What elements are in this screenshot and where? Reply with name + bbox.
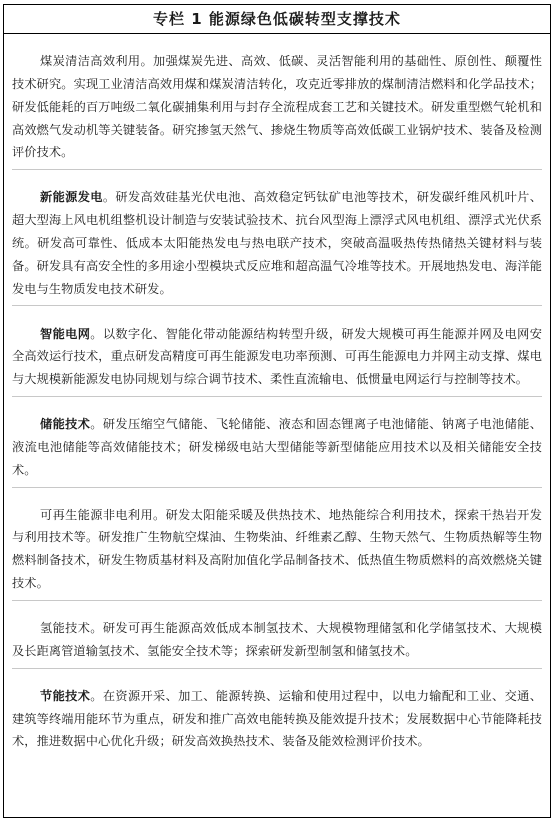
section-smart-grid	[12, 319, 542, 397]
section-hydrogen	[12, 613, 542, 669]
section-body: 。研发高效硅基光伏电池、高效稳定钙钛矿电池等技术，研发碳纤维风机叶片、超大型海上风电机组整机设计制造与安装试验技术、抗台风型海上漂浮式风电机组、漂浮式光伏系统。研发高可靠性、低成本太阳能热发电与热电联产技术，突破高温吸热传热储热关键材料与装备。研发具有高安全性的多用途小型模块式反应堆和超高温气冷堆等技术。开展地热发电、海洋能发电与生物质发电技术研发。	[12, 190, 543, 296]
section-heading: 节能技术	[40, 688, 91, 703]
section-heading: 智能电网	[40, 326, 91, 341]
section-new-energy-power	[12, 182, 542, 306]
section-energy-storage	[12, 409, 542, 487]
section-coal	[12, 46, 542, 170]
section-body: 。以数字化、智能化带动能源结构转型升级，研发大规模可再生能源并网及电网安全高效运行技术，重点研发高精度可再生能源发电功率预测、可再生能源电力并网主动支撑、煤电与大规模新能源发电协同规划与综合调节技术、柔性直流输电、低惯量电网运行与控制等技术。	[12, 326, 542, 387]
section-heading: 新能源发电	[40, 190, 103, 205]
section-energy-saving	[12, 681, 542, 758]
section-renewable-non-electric	[12, 500, 542, 601]
section-heading: 煤炭清洁高效利用	[40, 54, 141, 69]
column-title: 专栏 1 能源绿色低碳转型支撑技术	[4, 5, 550, 34]
section-heading: 可再生能源非电利用	[40, 507, 154, 522]
section-heading: 氢能技术	[40, 621, 91, 636]
section-body: 。加强煤炭先进、高效、低碳、灵活智能利用的基础性、原创性、颠覆性技术研究。实现工业清洁高效用煤和煤炭清洁转化，攻克近零排放的煤制清洁燃料和化学品技术；研发低能耗的百万吨级二氧化碳捕集利用与封存全流程成套工艺和关键技术。研发重型燃气轮机和高效燃气发动机等关键装备。研究掺氢天然气、掺烧生物质等高效低碳工业锅炉技术、装备及检测评价技术。	[12, 54, 542, 160]
section-body: 。在资源开采、加工、能源转换、运输和使用过程中，以电力输配和工业、交通、建筑等终端用能环节为重点，研发和推广高效电能转换及能效提升技术；发展数据中心节能降耗技术，推进数据中心优化升级；研发高效换热技术、装备及能效检测评价技术。	[12, 688, 542, 749]
section-body: 。研发可再生能源高效低成本制氢技术、大规模物理储氢和化学储氢技术、大规模及长距离管道输氢技术、氢能安全技术等；探索研发新型制氢和储氢技术。	[12, 621, 542, 658]
section-body: 。研发压缩空气储能、飞轮储能、液态和固态锂离子电池储能、钠离子电池储能、液流电池储能等高效储能技术；研发梯级电站大型储能等新型储能应用技术以及相关储能安全技术。	[12, 417, 542, 477]
column-box	[3, 4, 551, 818]
section-heading: 储能技术	[40, 417, 91, 432]
section-body: 。研发太阳能采暖及供热技术、地热能综合利用技术，探索干热岩开发与利用技术等。研发推广生物航空煤油、生物柴油、纤维素乙醇、生物天然气、生物质热解等生物燃料制备技术，研发生物质基材料及高附加值化学品制备技术、低热值生物质燃料的高效燃烧关键技术。	[12, 507, 542, 591]
column-sections	[4, 46, 550, 758]
